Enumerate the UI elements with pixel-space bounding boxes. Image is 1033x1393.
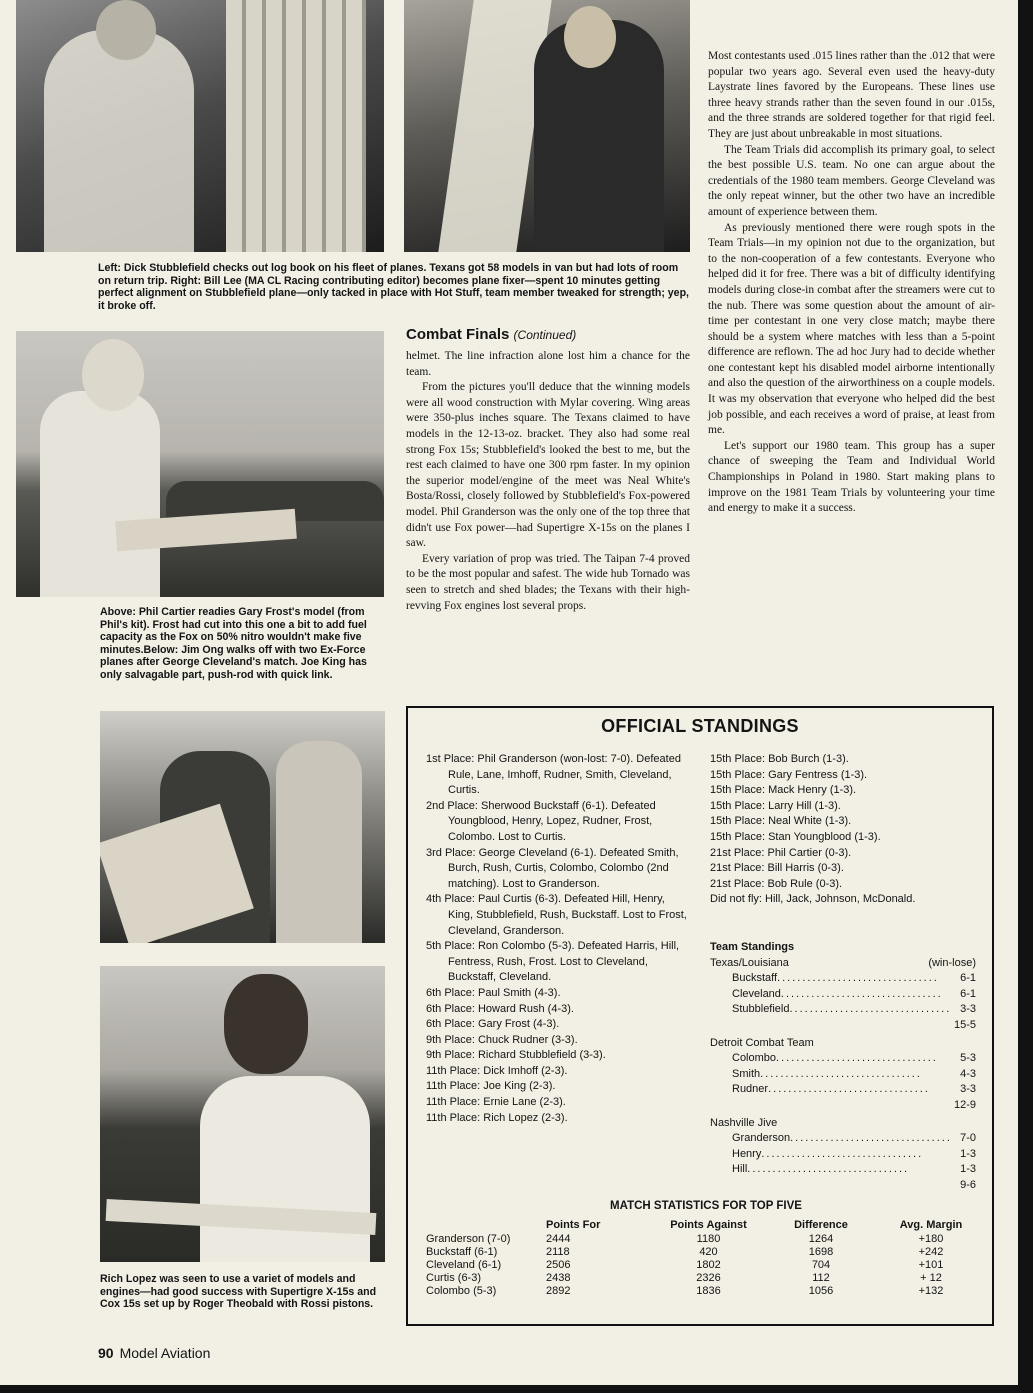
team-member-row (710, 1002, 976, 1018)
stacked-planes-shape (226, 0, 366, 252)
member-record: 1-3 (960, 1147, 976, 1160)
team-wl-label: (win-lose) (928, 956, 976, 969)
table-row (426, 1284, 986, 1297)
photo-dick-stubblefield-log-book (16, 0, 384, 252)
article-heading-title: Combat Finals (406, 326, 510, 343)
member-record: 7-0 (960, 1132, 976, 1145)
standings-entry: 15th Place: Larry Hill (1-3). (710, 799, 841, 812)
photo-jim-ong-ex-force-planes (100, 711, 385, 943)
member-name: Hill (732, 1163, 748, 1176)
stats-cell: Colombo (5-3) (426, 1284, 497, 1297)
leader-dots: ................................ (761, 1147, 924, 1160)
article-paragraph: From the pictures you'll deduce that the winning models were all wood construction with Mylar covering. Wing areas were 350-plus inches square. The Texans claimed to have models in the 12-13-oz. bracket. They also had some real strong Fox 15s; Stubblefield's looked the best to me, but the rest each claimed to have one 300 rpm faster. In my opinion the superior model/engine of the meet was Neal White's Bosta/Rossi, closely followed by Stubblefield's Fox-powered model. Phil Granderson was the only one of the top three that didn't use Fox power—had Supertigre X-15s on the planes I saw. (406, 381, 690, 550)
table-row (426, 1245, 986, 1258)
official-standings-box (406, 706, 994, 1326)
team-member-row (710, 971, 976, 987)
standings-entry: 15th Place: Stan Youngblood (1-3). (710, 830, 881, 843)
stats-cell: +180 (918, 1232, 944, 1245)
table-row (426, 1258, 986, 1271)
caption-top-photos: Left: Dick Stubblefield checks out log book on his fleet of planes. Texans got 58 models in van but had lots of room on return trip. Right: Bill Lee (MA CL Racing contributing editor) becomes plane fixer—spent 10 minutes getting perfect alignment on Stubblefield plane—only tacked in place with Hot Stuff, team member tweaked for strength; yep, it broke off. (98, 262, 689, 312)
stats-cell: + 12 (920, 1271, 942, 1284)
standings-left-list (426, 752, 692, 1126)
standings-entry: 6th Place: Paul Smith (4-3). (426, 986, 561, 999)
stats-cell: +101 (918, 1258, 944, 1271)
standings-entry: 6th Place: Howard Rush (4-3). (426, 1002, 574, 1015)
article-paragraph: Most contestants used .015 lines rather than the .012 that were popular two years ago. Several even used the heavy-duty Laystrate lines favored by the Europeans. These lines use three heavy strands rather than the seven found in our .015s, and the three strands are soldered together for that rigid feel. They are just about unbreakable in most situations. (708, 50, 995, 140)
team-total: 9-6 (960, 1178, 976, 1191)
stats-header-cell (426, 1218, 546, 1232)
match-statistics-title: MATCH STATISTICS FOR TOP FIVE (610, 1200, 802, 1212)
member-record: 5-3 (960, 1052, 976, 1065)
member-record: 1-3 (960, 1163, 976, 1176)
stats-cell: 1264 (808, 1232, 834, 1245)
stats-cell: 1698 (808, 1245, 834, 1258)
stats-cell: 1836 (696, 1284, 721, 1297)
stats-cell: 2444 (546, 1232, 571, 1245)
standings-entry: 9th Place: Chuck Rudner (3-3). (426, 1033, 578, 1046)
caption-bottom-photo: Rich Lopez was seen to use a variet of models and engines—had good success with Supertigre X-15s and Cox 15s set up by Roger Theobald with Rossi pistons. (100, 1273, 377, 1311)
standings-entry: 21st Place: Phil Cartier (0-3). (710, 846, 852, 859)
stats-header-cell: Difference (794, 1219, 848, 1231)
helmeted-man-shape (40, 391, 160, 597)
standings-entry: 5th Place: Ron Colombo (5-3). Defeated Harris, Hill, Fentress, Rush, Frost. Lost to Cleveland, Buckstaff, Cleveland. (426, 940, 680, 984)
standings-right-list (710, 752, 976, 908)
standings-entry: 15th Place: Mack Henry (1-3). (710, 784, 857, 797)
table-row (426, 1271, 986, 1284)
team-member-row (710, 1131, 976, 1147)
stats-header-cell: Avg. Margin (899, 1219, 963, 1231)
standings-entry: 21st Place: Bob Rule (0-3). (710, 877, 843, 890)
article-paragraph: As previously mentioned there were rough spots in the Team Trials—in my opinion not due to the organization, but to the non-cooperation of a few contestants. Everyone who helped did it for free. There was a bit of difficulty identifying models during close-in combat after the streamers were cut to the nub. There was some question about the amount of air-time per contestant in one very close match; maybe there should be a system where matches with less than a 5-point difference are reflown. The ad hoc Jury had to decide whether one contestant kept his disabled model airborne intentionally and also the question of the airworthiness on a couple models. It was my observation that everyone who helped did the best job possible, and each receives a word of praise, at least from me. (708, 221, 995, 437)
leader-dots: ................................ (780, 987, 943, 1000)
member-record: 6-1 (960, 987, 976, 1000)
team-total: 12-9 (953, 1098, 976, 1111)
table-row (426, 1232, 986, 1245)
caption-middle-photos: Above: Phil Cartier readies Gary Frost's model (from Phil's kit). Frost had cut into this one a bit to add fuel capacity as the Fox on 50% nitro wouldn't make five minutes.Below: Jim Ong walks off with two Ex-Force planes after George Cleveland's match. Joe King has only salvagable part, push-rod with quick link. (100, 606, 367, 681)
standings-entry: 21st Place: Bill Harris (0-3). (710, 862, 844, 875)
member-record: 3-3 (960, 1003, 976, 1016)
leader-dots: ................................ (777, 972, 939, 985)
stats-cell: Cleveland (6-1) (426, 1258, 502, 1271)
page-footer (98, 1345, 210, 1361)
standings-entry: 15th Place: Bob Burch (1-3). (710, 753, 849, 765)
man-head-shape (96, 0, 156, 60)
stats-cell: +132 (918, 1284, 944, 1297)
standings-entry: 15th Place: Gary Fentress (1-3). (710, 768, 868, 781)
stats-cell: Buckstaff (6-1) (426, 1245, 498, 1258)
stats-cell: 1802 (696, 1258, 721, 1271)
member-name: Rudner (732, 1083, 769, 1096)
stats-cell: 420 (699, 1245, 718, 1258)
team-name: Texas/Louisiana (710, 956, 789, 969)
standings-entry: 1st Place: Phil Granderson (won-lost: 7-0). Defeated Rule, Lane, Imhoff, Rudner, Smith, Cleveland, Curtis. (426, 753, 681, 797)
member-name: Smith (732, 1067, 761, 1080)
stats-cell: 2438 (546, 1271, 571, 1284)
standings-entry: 6th Place: Gary Frost (4-3). (426, 1018, 560, 1031)
member-name: Henry (732, 1147, 762, 1160)
lopez-body-shape (200, 1076, 370, 1262)
article-paragraph: helmet. The line infraction alone lost him a chance for the team. (406, 350, 690, 378)
leader-dots: ................................ (768, 1083, 930, 1096)
stats-cell: Granderson (7-0) (426, 1232, 511, 1245)
stats-cell: +242 (918, 1245, 944, 1258)
helmet-head-shape (82, 339, 144, 411)
member-record: 4-3 (960, 1067, 976, 1080)
photo-bill-lee-fixing-plane (404, 0, 690, 252)
standings-entry: 11th Place: Dick Imhoff (2-3). (426, 1064, 568, 1077)
match-statistics-table (426, 1218, 986, 1297)
seated-man-head-shape (564, 6, 616, 68)
article-paragraph: The Team Trials did accomplish its primary goal, to select the best possible U.S. team. No one can argue about the credentials of the 1980 team members. George Cleveland was the only repeat winner, but the other two have an incredible amount of experience between them. (708, 143, 995, 218)
article-paragraph: Every variation of prop was tried. The Taipan 7-4 proved to be the most popular and safest. The wide hub Tornado was seen to stretch and shed blades; the Texans with their high-revving Fox engines lost several props. (406, 552, 690, 612)
standings-entry: 9th Place: Richard Stubblefield (3-3). (426, 1049, 606, 1062)
team-name: Nashville Jive (710, 1116, 778, 1129)
article-heading (406, 326, 576, 343)
member-record: 6-1 (960, 972, 976, 985)
article-column-middle (406, 349, 690, 614)
leader-dots: ................................ (760, 1067, 922, 1080)
article-paragraph: Let's support our 1980 team. This group has a super chance of sweeping the Team and Individual World Championships in Poland in 1980. Start making plans to improve on the 1981 Team Trials by volunteering your time and energy to make it a success. (708, 439, 995, 515)
team-member-row (710, 1147, 976, 1163)
man-figure-shape (44, 30, 194, 252)
stats-cell: 2892 (546, 1284, 571, 1297)
team-member-row (710, 1051, 976, 1067)
team-standings-heading: Team Standings (710, 941, 795, 953)
leader-dots: ................................ (747, 1163, 910, 1176)
standings-entry: 11th Place: Joe King (2-3). (426, 1080, 556, 1093)
page-number: 90 (98, 1345, 114, 1361)
stats-cell: 704 (811, 1258, 831, 1271)
team-member-row (710, 1162, 976, 1178)
standings-title: OFFICIAL STANDINGS (601, 716, 799, 736)
team-member-row (710, 987, 976, 1003)
team-member-row (710, 1082, 976, 1098)
member-name: Cleveland (732, 987, 781, 1000)
standings-entry: 3rd Place: George Cleveland (6-1). Defeated Smith, Burch, Rush, Curtis, Colombo, Colombo (2nd matching). Lost to Granderson. (426, 846, 679, 890)
stats-header-row (426, 1218, 986, 1232)
standings-entry: 15th Place: Neal White (1-3). (710, 815, 852, 828)
stats-header-cell: Points For (546, 1219, 601, 1231)
team-name: Detroit Combat Team (710, 1036, 814, 1049)
team-standings (710, 940, 976, 1194)
photo-rich-lopez (100, 966, 385, 1262)
stats-cell: 2118 (546, 1245, 570, 1258)
member-name: Buckstaff (732, 972, 778, 985)
member-name: Granderson (732, 1132, 791, 1145)
leader-dots: ................................ (776, 1052, 938, 1065)
standings-entry: Did not fly: Hill, Jack, Johnson, McDonald. (710, 893, 916, 906)
stats-cell: Curtis (6-3) (426, 1271, 482, 1284)
team-member-row (710, 1067, 976, 1083)
team-row-header (710, 956, 976, 972)
standings-entry: 4th Place: Paul Curtis (6-3). Defeated Hill, Henry, King, Stubblefield, Rush, Buckstaff. Lost to Frost, Cleveland, Granderson. (426, 893, 687, 937)
leader-dots: ................................ (789, 1003, 952, 1016)
team-total: 15-5 (953, 1018, 976, 1031)
magazine-name: Model Aviation (119, 1345, 211, 1361)
standings-entry: 11th Place: Ernie Lane (2-3). (426, 1096, 566, 1109)
contestant-right-shape (276, 741, 362, 943)
member-name: Stubblefield (732, 1003, 790, 1016)
stats-cell: 1056 (808, 1284, 834, 1297)
stats-cell: 2326 (696, 1271, 721, 1284)
article-column-right (708, 49, 995, 517)
match-statistics (426, 1200, 986, 1297)
stats-cell: 2506 (546, 1258, 571, 1271)
stats-cell: 1180 (696, 1232, 721, 1245)
article-heading-note: (Continued) (513, 328, 577, 342)
leader-dots: ................................ (790, 1132, 952, 1145)
lopez-head-shape (224, 974, 308, 1074)
standings-entry: 2nd Place: Sherwood Buckstaff (6-1). Defeated Youngblood, Henry, Lopez, Rudner, Frost, Colombo. Lost to Curtis. (426, 799, 656, 843)
standings-entry: 11th Place: Rich Lopez (2-3). (426, 1111, 568, 1124)
member-record: 3-3 (960, 1083, 976, 1096)
stats-cell: 112 (812, 1271, 830, 1284)
member-name: Colombo (732, 1052, 777, 1065)
photo-phil-cartier-gary-frost-model (16, 331, 384, 597)
stats-header-cell: Points Against (670, 1219, 747, 1231)
